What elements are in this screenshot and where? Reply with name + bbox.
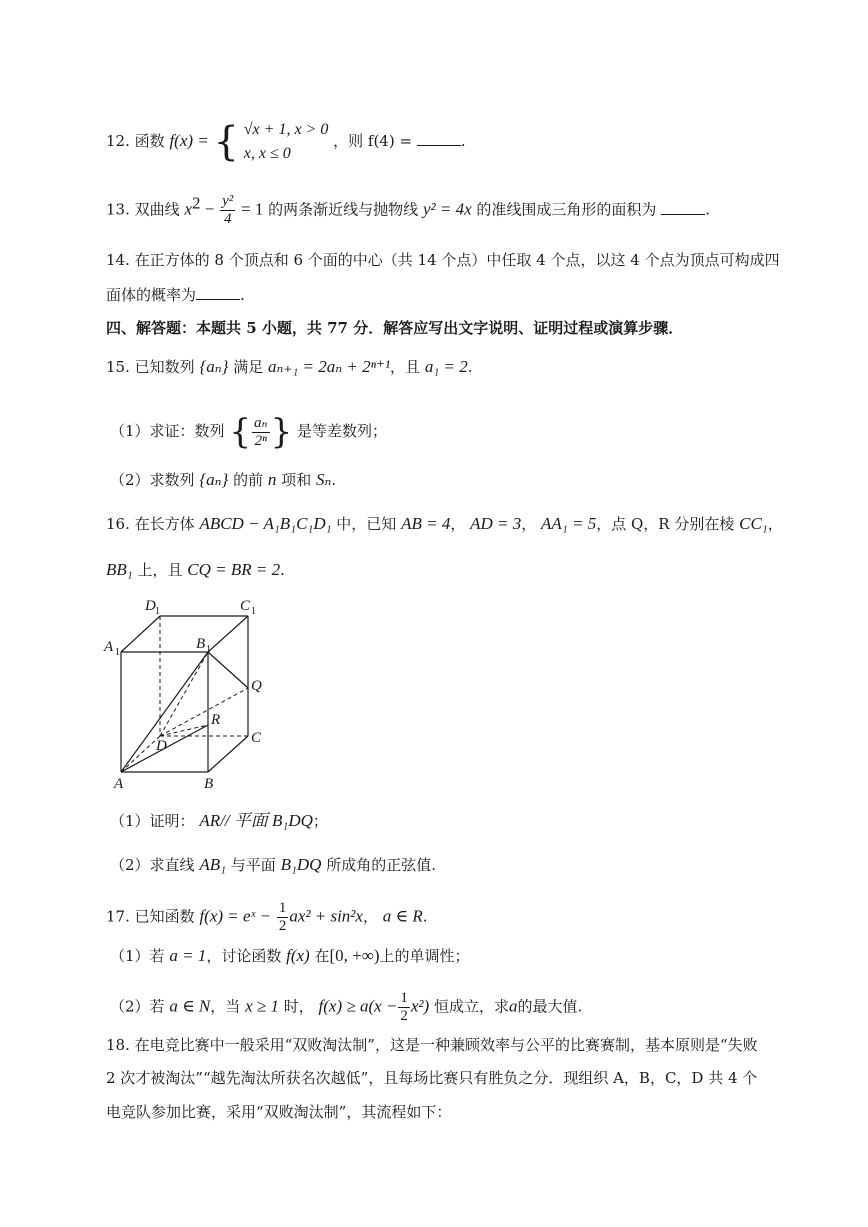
numerator: y² [222,193,234,209]
parallel-statement: AR// 平面 B₁DQ [199,811,313,830]
question-number: 17. [106,907,130,926]
part-text: 的最大值. [517,997,583,1016]
question-14-line-1: 14. 在正方体的 8 个顶点和 6 个面的中心（共 14 个点）中任取 4 个点，以这 4 个点为顶点可构成四 [106,251,780,269]
question-15-part-1 [110,412,387,452]
question-17-part-2 [110,990,582,1025]
comma: ， [362,907,378,926]
question-13: 13. 双曲线 $x^2$ − $\frac{\text{y²}}{4}$ = 1 的两条渐近线与抛物线 y² = 4x 的准线围成三角形的面积为 . [106,193,710,227]
question-text: 的两条渐近线与抛物线 [268,200,419,219]
question-text: 满足 [233,358,264,376]
question-text: 已知函数 [134,907,195,926]
period: . [240,286,245,304]
denominator: 2 [278,918,287,934]
domain: a ∈ R [382,906,423,926]
fraction [220,193,235,228]
function-name: f(x) = [169,131,209,150]
part-text: 与平面 [230,856,276,874]
variable-a: a [509,996,518,1016]
question-15 [106,357,473,377]
part-text: （1）证明： [110,812,195,830]
question-17 [106,900,428,935]
sequence: {aₙ} [199,470,229,489]
label-a1-sub: 1 [115,647,120,658]
plane-name: B₁DQ [280,855,322,874]
cuboid-figure [100,592,280,792]
function-name: f(x) [286,946,310,965]
question-text: 在长方体 [134,515,195,533]
solid-name: ABCD − A₁B₁C₁D₁ [199,514,332,533]
part-text: 恒成立，求 [433,997,509,1016]
question-18-line-2: 2 次才被淘汰”“越先淘汰所获名次越低”，且每场比赛只有胜负之分．现组织 A，B，C，D 共 4 个 [106,1069,758,1087]
period: . [331,471,337,489]
fraction-half [398,990,410,1025]
edge-a1d1 [121,616,160,652]
answer-blank [196,285,240,300]
length-aa1: AA₁ = 5 [541,514,597,533]
question-text: ，且 [390,358,421,376]
part-text: 的前 [233,471,264,489]
condition: CQ = BR = 2 [187,560,281,579]
interval: [0, +∞) [329,946,380,965]
question-16-line-1: 16. 在长方体 ABCD − A₁B₁C₁D₁ 中，已知 AB = 4， AD = 3， AA₁ = 5，点 Q，R 分别在棱 CC₁， [106,514,783,533]
function-rest: ax² + sin²x [289,906,363,926]
period: . [422,907,428,926]
question-17-part-1 [110,946,470,966]
edge-c1b1 [208,616,248,652]
label-d1: D [145,598,156,614]
recurrence: aₙ₊₁ = 2aₙ + 2ⁿ⁺¹ [268,357,391,376]
parabola: y² = 4x [422,199,472,219]
question-text: 中，已知 [336,515,397,533]
case-1: √x + 1, x > 0 [243,121,329,138]
part-text: （2）求数列 [110,471,195,489]
denominator: 2ⁿ [254,432,267,449]
period: . [460,132,466,150]
edge-cc1: CC₁ [739,514,768,533]
case-2: x, x ≤ 0 [243,145,291,162]
part-text: 上的单调性； [379,947,470,965]
line-b1q [208,652,248,688]
denominator: 4 [223,211,232,227]
function-def: f(x) = eˣ − [199,906,272,926]
question-number: 16. [106,515,130,533]
label-c1-sub: 1 [251,606,256,617]
left-brace: { [229,412,251,452]
inequality: f(x) ≥ a(x − [318,996,398,1016]
part-text: 项和 [281,471,312,489]
period: . [705,200,710,219]
part-text: 所成角的正弦值. [326,856,437,874]
semicolon: ； [312,812,328,830]
condition: a ∈ N [169,996,211,1016]
question-15-part-2 [110,470,336,490]
question-text: 面体的概率为 [106,286,197,304]
fraction [252,415,270,450]
condition-x: x ≥ 1 [245,996,279,1016]
question-number: 12. [106,132,130,150]
part-text: 在 [314,947,330,965]
label-d1-sub: 1 [155,606,160,617]
label-b1-sub: 1 [206,644,211,655]
line-db1 [160,652,208,736]
question-12 [106,118,466,166]
question-18-line-1: 18. 在电竞比赛中一般采用“双败淘汰制”，这是一种兼顾效率与公平的比赛赛制，基本原则是“失败 [106,1036,758,1054]
numerator: 1 [400,990,408,1006]
part-text: （2）求直线 [110,856,195,874]
question-18-line-3: 电竞队参加比赛，采用“双败淘汰制”，其流程如下： [106,1103,452,1121]
question-number: 15. [106,358,130,376]
part-text: （2）若 [110,997,165,1016]
numerator: 1 [278,900,287,916]
label-q: Q [251,678,262,694]
comma: ， [767,515,783,533]
sum-s: Sₙ [315,470,332,489]
line-ab1-name: AB₁ [199,855,227,874]
question-text: 的准线围成三角形的面积为 [476,200,657,219]
x-term: x [184,199,192,219]
label-c: C [251,730,262,746]
line-dq [160,688,248,736]
variable-n: n [267,470,277,489]
numerator: aₙ [253,414,268,431]
length-ad: AD = 3 [470,514,522,533]
fraction-half [277,900,289,935]
label-b: B [204,776,214,792]
part-text: 时， [283,997,314,1016]
part-text: （1）若 [110,947,165,965]
right-brace: } [270,412,293,452]
question-14-line-2 [106,285,245,305]
label-c1: C [240,598,251,614]
question-text: 函数 [134,132,165,150]
condition: a = 1 [169,946,207,965]
edge-cb [208,736,248,772]
left-brace: { [213,119,239,165]
period: . [280,561,285,579]
piecewise-cases [244,118,329,166]
answer-blank [417,131,461,146]
inequality-rest: x²) [410,996,430,1016]
period: . [467,358,473,376]
sequence: {aₙ} [199,357,229,376]
question-16-line-2 [106,560,285,580]
question-16-part-1 [110,811,328,831]
label-b1: B [196,636,206,652]
question-16-part-2 [110,855,436,875]
answer-blank [661,200,705,215]
label-r: R [211,712,221,728]
question-text: ，点 Q，R 分别在棱 [596,515,735,533]
initial-value: a₁ = 2 [424,357,468,376]
label-a: A [114,776,124,792]
question-text: 上，且 [137,561,183,579]
question-number: 13. [106,200,130,219]
part-text: （1）求证：数列 [110,422,225,440]
length-ab: AB = 4 [401,514,451,533]
line-dr [160,725,208,736]
part-text: ，讨论函数 [206,947,282,965]
section-heading: 四、解答题：本题共 5 小题，共 77 分．解答应写出文字说明、证明过程或演算步骤． [106,319,684,337]
question-text: 已知数列 [134,358,195,376]
line-ab1 [121,652,208,772]
denominator: 2 [400,1008,408,1024]
edge-bb1: BB₁ [106,560,133,579]
label-d: D [156,738,167,754]
part-text: ，当 [210,997,241,1016]
question-text: 双曲线 [134,200,180,219]
equation-tail: = 1 [241,199,264,219]
question-text: ，则 f(4) = [333,132,413,150]
part-text: 是等差数列； [296,422,387,440]
label-a1: A [104,639,114,655]
